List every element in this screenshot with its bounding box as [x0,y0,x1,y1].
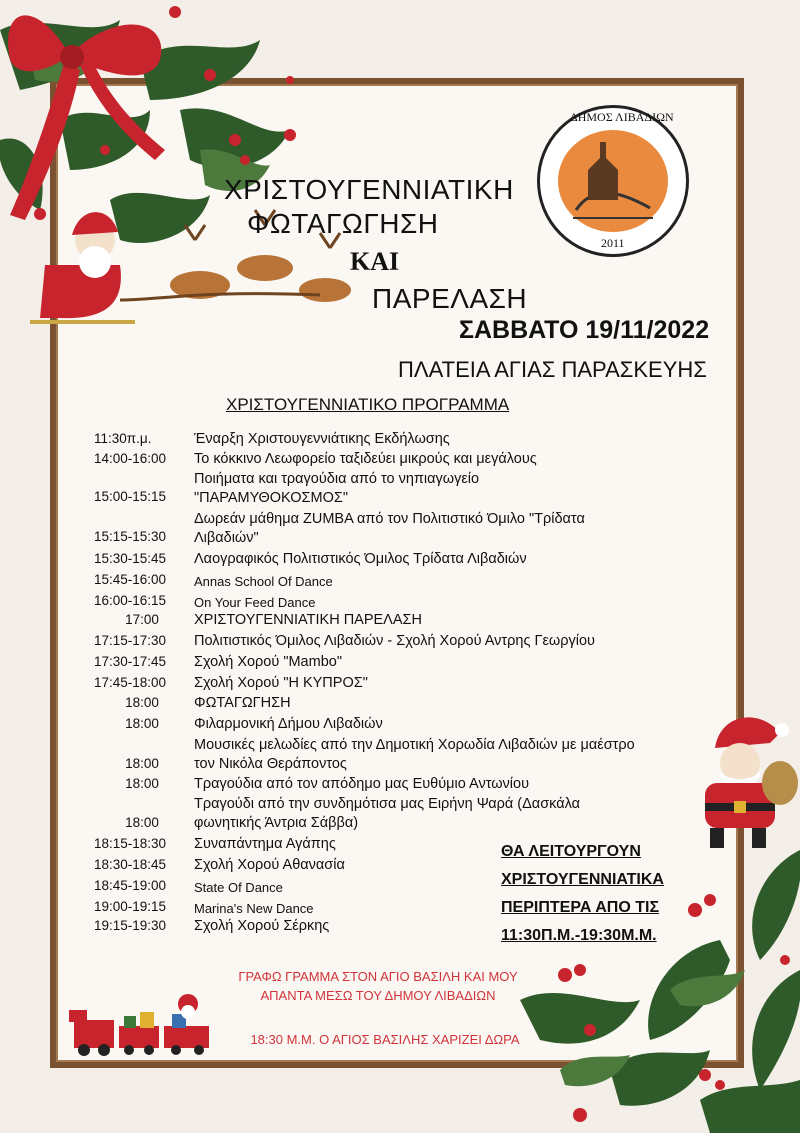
schedule-time: 16:00-16:15 [94,593,167,608]
event-date: ΣΑΒΒΑΤΟ 19/11/2022 [459,316,710,344]
santa-illustration [680,708,800,858]
schedule-desc: Φιλαρμονική Δήμου Λιβαδιών [194,716,383,732]
church-icon [558,130,668,232]
schedule-time: 11:30π.μ. [94,431,152,446]
schedule-desc: Τραγούδι από την συνδημότισα μας Ειρήνη Ψαρά (Δασκάλα φωνητικής Άντρια Σάββα) [194,796,581,831]
schedule-time: 15:30-15:45 [94,551,167,566]
schedule-time: 15:15-15:30 [94,529,167,544]
schedule-desc: Πολιτιστικός Όμιλος Λιβαδιών - Σχολή Χορού Αντρης Γεωργίου [194,633,595,649]
notice-line-2: ΧΡΙΣΤΟΥΓΕΝΝΙΑΤΙΚΑ [501,871,664,888]
schedule-row [94,571,654,591]
schedule-desc: Σχολή Χορού "Η ΚΥΠΡΟΣ" [194,675,368,691]
schedule-row [94,632,654,652]
holly-corner-decoration [520,840,800,1133]
schedule-time: 15:00-15:15 [94,489,167,504]
schedule-desc: Το κόκκινο Λεωφορείο ταξιδεύει μικρούς και μεγάλους [194,451,537,467]
schedule-row [94,653,654,673]
event-place: ΠΛΑΤΕΙΑ ΑΓΙΑΣ ΠΑΡΑΣΚΕΥΗΣ [398,357,707,382]
holly-bow-decoration [0,0,380,340]
schedule-time: 18:00 [125,716,159,731]
santa-gifts-note: 18:30 Μ.Μ. Ο ΑΓΙΟΣ ΒΑΣΙΛΗΣ ΧΑΡΙΖΕΙ ΔΩΡΑ [250,1032,520,1047]
schedule-desc: Έναρξη Χριστουγεννιάτικης Εκδήλωσης [194,431,450,447]
schedule-desc: Σχολή Χορού Αθανασία [194,857,345,873]
schedule-desc: Σχολή Χορού "Mambo" [194,654,342,670]
schedule-row [94,694,654,714]
schedule-time: 17:30-17:45 [94,654,167,669]
schedule-desc: Σχολή Χορού Σέρκης [194,918,330,934]
municipality-logo [537,105,689,257]
title-line-3: ΚΑΙ [350,247,400,276]
schedule-row [94,674,654,694]
schedule-time: 18:00 [125,756,159,771]
schedule-row [94,775,654,795]
schedule-time: 14:00-16:00 [94,451,167,466]
notice-line-1: ΘΑ ΛΕΙΤΟΥΡΓΟΥΝ [501,843,641,860]
schedule-desc: ΦΩΤΑΓΩΓΗΣΗ [194,695,291,711]
schedule-row [94,550,654,570]
title-line-2: ΦΩΤΑΓΩΓΗΣΗ [247,208,439,239]
schedule-time: 18:00 [125,695,159,710]
schedule-desc: Μουσικές μελωδίες από την Δημοτική Χορωδία Λιβαδιών με μαέστρο τον Νικόλα Θεράποντος [194,737,635,772]
schedule-desc: Λαογραφικός Πολιτιστικός Όμιλος Τρίδατα Λιβαδιών [194,551,527,567]
notice-line-4: 11:30Π.Μ.-19:30Μ.Μ. [501,927,657,944]
logo-text: ΔΗΜΟΣ ΛΙΒΑΔΙΩΝ [570,110,674,124]
schedule-row [94,795,654,833]
schedule-desc: Annas School Of Dance [194,574,333,589]
schedule-time: 17:45-18:00 [94,675,167,690]
logo-year: 2011 [601,236,625,250]
letter-to-santa-line-1: ΓΡΑΦΩ ΓΡΑΜΜΑ ΣΤΟΝ ΑΓΙΟ ΒΑΣΙΛΗ ΚΑΙ ΜΟΥ [238,969,518,984]
notice-line-3: ΠΕΡΙΠΤΕΡΑ ΑΠΟ ΤΙΣ [501,899,660,916]
schedule-desc: Δωρεάν μάθημα ZUMBA από τον Πολιτιστικό Όμιλο "Τρίδατα Λιβαδιών" [194,511,585,546]
schedule-desc: Marina's New Dance [194,901,314,916]
schedule-time: 18:45-19:00 [94,878,167,893]
schedule-row [94,715,654,735]
title-line-4: ΠΑΡΕΛΑΣΗ [372,283,528,314]
schedule-desc: State Of Dance [194,880,283,895]
logo-emblem [558,130,668,232]
schedule-desc: On Your Feed Dance [194,595,316,610]
schedule-time: 17:00 [125,612,159,627]
toy-train-illustration [64,990,216,1060]
schedule-row [94,470,654,508]
schedule-desc: Τραγούδια από τον απόδημο μας Ευθύμιο Αντωνίου [194,776,530,792]
program-title: ΧΡΙΣΤΟΥΓΕΝΝΙΑΤΙΚΟ ΠΡΟΓΡΑΜΜΑ [226,395,510,414]
schedule-row [94,510,654,548]
schedule-row [94,736,654,774]
schedule-desc: Ποιήματα και τραγούδια από το νηπιαγωγείο "ΠΑΡΑΜΥΘΟΚΟΣΜΟΣ" [194,471,480,506]
schedule-time: 18:00 [125,776,159,791]
schedule-time: 19:00-19:15 [94,899,167,914]
schedule-row [94,430,654,450]
schedule-time: 15:45-16:00 [94,572,167,587]
schedule-time: 18:00 [125,815,159,830]
schedule-time: 17:15-17:30 [94,633,167,648]
letter-to-santa-line-2: ΑΠΑΝΤΑ ΜΕΣΩ ΤΟΥ ΔΗΜΟΥ ΛΙΒΑΔΙΩΝ [260,988,496,1003]
title-line-1: ΧΡΙΣΤΟΥΓΕΝΝΙΑΤΙΚΗ [224,174,514,205]
schedule-time: 19:15-19:30 [94,918,167,933]
schedule-desc: Συναπάντημα Αγάπης [194,836,336,852]
schedule-row [94,611,654,631]
schedule-time: 18:15-18:30 [94,836,167,851]
schedule-row [94,592,654,612]
schedule-row [94,450,654,470]
schedule-time: 18:30-18:45 [94,857,167,872]
schedule-desc: ΧΡΙΣΤΟΥΓΕΝΝΙΑΤΙΚΗ ΠΑΡΕΛΑΣΗ [194,612,422,628]
